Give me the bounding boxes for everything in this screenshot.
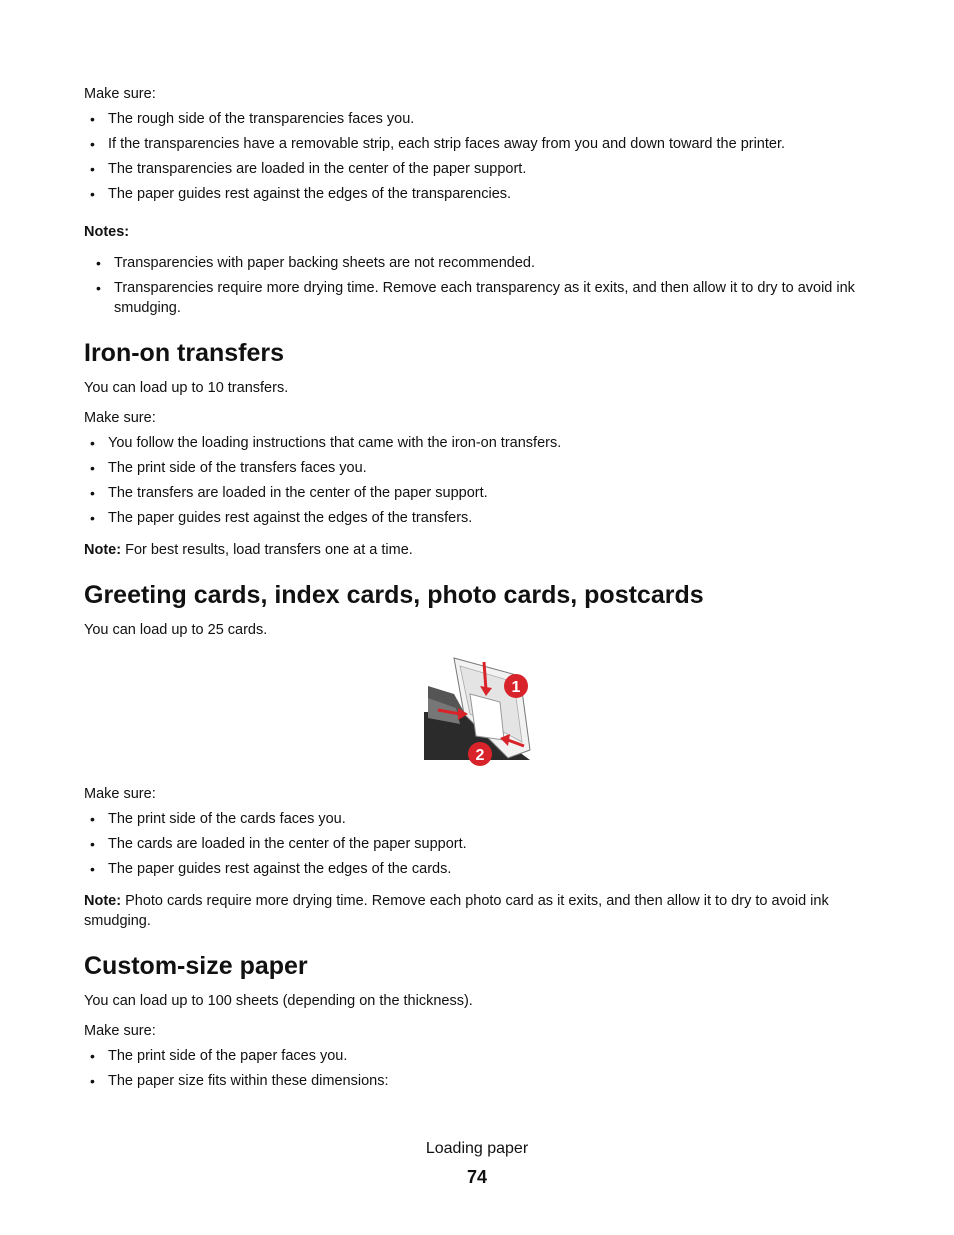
- card-loading-illustration: [424, 654, 534, 766]
- transparency-checklist: [84, 109, 785, 209]
- list-item: • If the transparencies have a removable strip, each strip faces away from you and down toward the printer.: [84, 134, 785, 159]
- note-paragraph: [84, 540, 413, 560]
- section-heading-cards: Greeting cards, index cards, photo cards, postcards: [84, 581, 704, 609]
- note-text: Photo cards require more drying time. Remove each photo card as it exits, and then allow it to dry to avoid ink smudging.: [84, 893, 829, 929]
- make-sure-label: Make sure:: [84, 1023, 156, 1039]
- page-number: 74: [466, 1167, 488, 1187]
- list-item: • The print side of the paper faces you.: [84, 1046, 388, 1071]
- list-item: • You follow the loading instructions that came with the iron-on transfers.: [84, 433, 561, 458]
- make-sure-label: Make sure:: [84, 86, 156, 102]
- make-sure-label: Make sure:: [84, 410, 156, 426]
- list-item: • The transfers are loaded in the center of the paper support.: [84, 483, 561, 508]
- note-label: Note:: [84, 542, 122, 558]
- list-item: • The paper size fits within these dimensions:: [84, 1071, 388, 1096]
- list-item: • Transparencies require more drying time. Remove each transparency as it exits, and then allow it to dry to avoid ink smudging.: [90, 278, 880, 318]
- cards-checklist: [84, 809, 467, 884]
- list-item: • The rough side of the transparencies faces you.: [84, 109, 785, 134]
- transparency-notes: [90, 253, 880, 323]
- list-item: • The cards are loaded in the center of the paper support.: [84, 834, 467, 859]
- capacity-text: You can load up to 25 cards.: [84, 622, 268, 638]
- make-sure-label: Make sure:: [84, 786, 156, 802]
- list-item: • The print side of the transfers faces you.: [84, 458, 561, 483]
- list-item: • Transparencies with paper backing sheets are not recommended.: [90, 253, 880, 273]
- note-label: Note:: [84, 893, 122, 909]
- section-heading-custom-size: Custom-size paper: [84, 952, 308, 980]
- callout-2-label: 2: [475, 747, 485, 764]
- list-item: • The paper guides rest against the edges of the transfers.: [84, 508, 561, 533]
- list-item: • The paper guides rest against the edges of the cards.: [84, 859, 467, 884]
- note-text: For best results, load transfers one at a time.: [121, 542, 413, 558]
- capacity-text: You can load up to 10 transfers.: [84, 380, 289, 396]
- list-item: • The transparencies are loaded in the center of the paper support.: [84, 159, 785, 184]
- footer-section-title: Loading paper: [425, 1140, 529, 1157]
- list-item: • The print side of the cards faces you.: [84, 809, 467, 834]
- section-heading-iron-on: Iron-on transfers: [84, 339, 285, 367]
- notes-label: Notes:: [84, 224, 130, 240]
- callout-1-label: 1: [511, 679, 521, 696]
- capacity-text: You can load up to 100 sheets (depending on the thickness).: [84, 993, 473, 1009]
- custom-size-checklist: [84, 1046, 388, 1096]
- iron-on-checklist: [84, 433, 561, 533]
- note-paragraph: [84, 891, 884, 931]
- list-item: • The paper guides rest against the edges of the transparencies.: [84, 184, 785, 209]
